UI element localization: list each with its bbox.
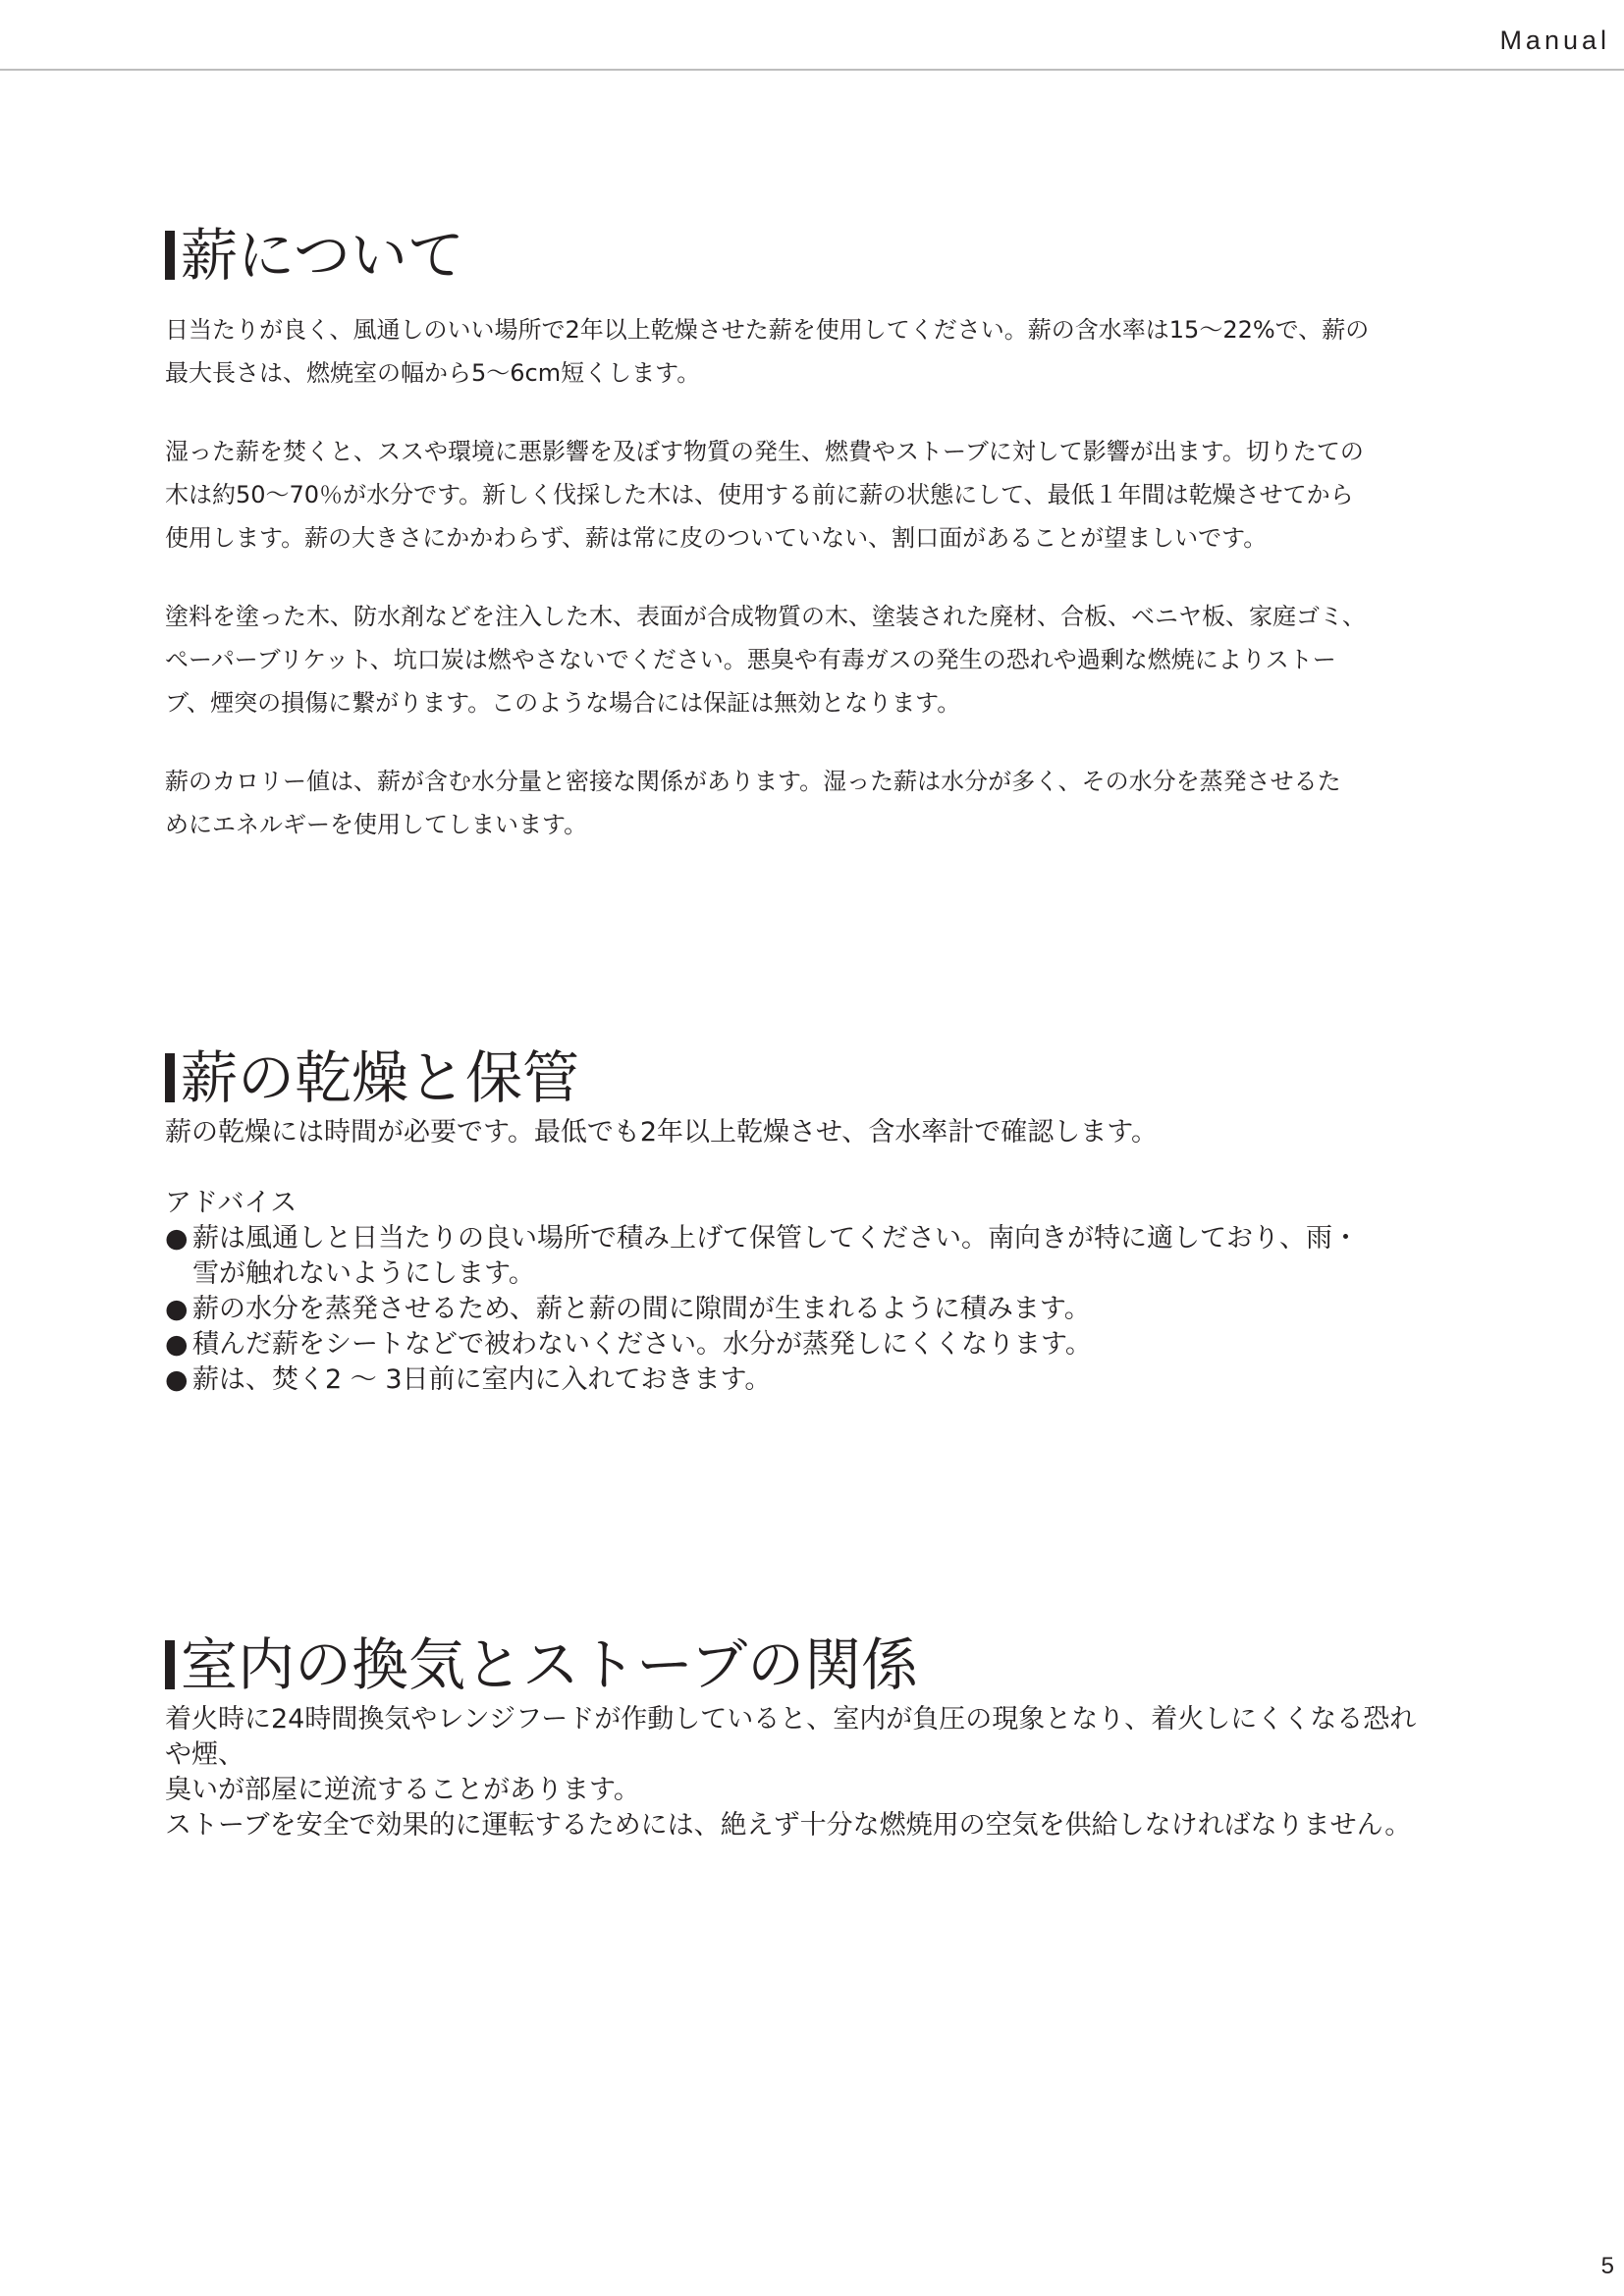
section-body: 着火時に24時間換気やレンジフードが作動していると、室内が負圧の現象となり、着火しにくくなる恐れや煙、 臭いが部屋に逆流することがあります。 ストーブを安全で効果的に運転するためには、絶えず十分な燃焼用の空気を供給しなければなりません。	[165, 1704, 1417, 1841]
list-item-text: 積んだ薪をシートなどで被わないください。水分が蒸発しにくくなります。	[192, 1329, 1092, 1360]
section-heading	[165, 1629, 1441, 1700]
bullet-icon: ●	[165, 1294, 189, 1324]
list-item-text: 薪の水分を蒸発させるため、薪と薪の間に隙間が生まれるように積みます。	[192, 1294, 1091, 1324]
list-item-text: 薪は風通しと日当たりの良い場所で積み上げて保管してください。南向きが特に適しており、雨・ 雪が触れないようにします。	[192, 1223, 1359, 1289]
section-drying-storage	[165, 1042, 1441, 1398]
bullet-icon: ●	[165, 1329, 189, 1360]
page-number: 5	[1600, 2253, 1614, 2279]
section-about-firewood	[165, 220, 1441, 846]
list-item	[165, 1221, 1441, 1292]
section-heading	[165, 220, 1441, 291]
paragraph: 湿った薪を焚くと、ススや環境に悪影響を及ぼす物質の発生、燃費やストーブに対して影響が出ます。切りたての 木は約50～70％が水分です。新しく伐採した木は、使用する前に薪の状態にして、最低１年間は乾燥させてから 使用します。薪の大きさにかかわらず、薪は常に皮のついていない、割口面があることが望ましいです。	[165, 438, 1364, 552]
paragraph: 薪のカロリー値は、薪が含む水分量と密接な関係があります。湿った薪は水分が多く、その水分を蒸発させるた めにエネルギーを使用してしまいます。	[165, 768, 1341, 838]
section-title: 薪について	[181, 222, 464, 289]
bullet-icon: ●	[165, 1364, 189, 1395]
section-title: 薪の乾燥と保管	[181, 1044, 580, 1111]
list-item	[165, 1292, 1441, 1327]
paragraph: 日当たりが良く、風通しのいい場所で2年以上乾燥させた薪を使用してください。薪の含水率は15～22%で、薪の 最大長さは、燃焼室の幅から5～6cm短くします。	[165, 316, 1370, 387]
bullet-icon: ●	[165, 1223, 189, 1254]
advice-list	[165, 1221, 1441, 1398]
section-heading	[165, 1042, 1441, 1113]
section-body	[165, 308, 1441, 846]
heading-marker	[165, 1053, 175, 1102]
advice-title: アドバイス	[165, 1188, 298, 1218]
header-divider	[0, 69, 1624, 71]
heading-marker	[165, 231, 175, 280]
list-item	[165, 1327, 1441, 1362]
header-label: Manual	[1499, 26, 1610, 55]
section-ventilation	[165, 1629, 1441, 1843]
list-item-text: 薪は、焚く2 ～ 3日前に室内に入れておきます。	[192, 1364, 772, 1395]
list-item	[165, 1362, 1441, 1398]
section-intro: 薪の乾燥には時間が必要です。最低でも2年以上乾燥させ、含水率計で確認します。	[165, 1117, 1159, 1148]
paragraph: 塗料を塗った木、防水剤などを注入した木、表面が合成物質の木、塗装された廃材、合板、ベニヤ板、家庭ゴミ、 ペーパーブリケット、坑口炭は燃やさないでください。悪臭や有毒ガスの発生の恐れや過剰な燃焼によりストー ブ、煙突の損傷に繋がります。このような場合には保証は無効となります。	[165, 603, 1367, 717]
section-title: 室内の換気とストーブの関係	[181, 1631, 919, 1698]
heading-marker	[165, 1640, 175, 1689]
